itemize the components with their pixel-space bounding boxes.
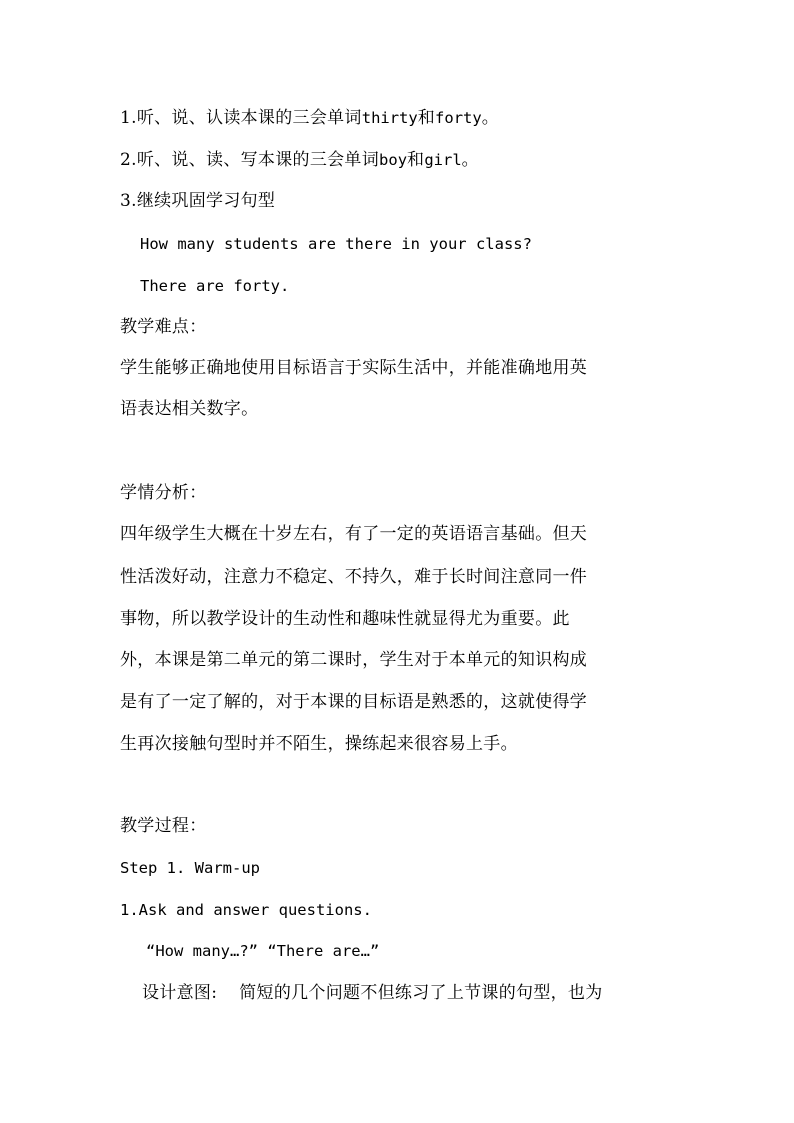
difficulty-heading: 教学难点： <box>120 317 207 337</box>
question-quote: “How many…?” “There are…” <box>146 942 380 960</box>
objective-item-2 <box>120 149 479 171</box>
word-forty: forty <box>435 109 482 127</box>
analysis-line-3: 事物，所以教学设计的生动性和趣味性就显得尤为重要。此 <box>120 609 570 629</box>
word-thirty: thirty <box>361 109 418 127</box>
objective-item-1-text: 1.听、说、认读本课的三会单词 <box>120 108 362 128</box>
objective-item-1-and: 和 <box>417 108 436 128</box>
design-intent-text: 简短的几个问题不但练习了上节课的句型，也为 <box>239 983 603 1003</box>
objective-item-1-end: 。 <box>481 108 500 128</box>
sentence-pattern-answer: There are forty. <box>140 277 290 295</box>
process-heading: 教学过程： <box>120 816 207 836</box>
analysis-line-4: 外，本课是第二单元的第二课时，学生对于本单元的知识构成 <box>120 650 588 670</box>
objective-item-1 <box>120 107 499 129</box>
analysis-line-1: 四年级学生大概在十岁左右，有了一定的英语语言基础。但天 <box>120 524 588 544</box>
analysis-heading: 学情分析： <box>120 483 207 503</box>
step-1-title: Step 1. Warm-up <box>120 859 260 877</box>
analysis-line-5: 是有了一定了解的，对于本课的目标语是熟悉的，这就使得学 <box>120 692 588 712</box>
step-1-item-1: 1.Ask and answer questions. <box>120 901 372 919</box>
objective-item-2-text: 2.听、说、读、写本课的三会单词 <box>120 150 380 170</box>
objective-item-2-and: 和 <box>407 150 425 170</box>
difficulty-line-2: 语表达相关数字。 <box>120 399 259 419</box>
design-intent <box>142 982 603 1004</box>
sentence-pattern-question: How many students are there in your class? <box>140 235 532 253</box>
difficulty-line-1: 学生能够正确地使用目标语言于实际生活中，并能准确地用英 <box>120 358 588 378</box>
word-boy: boy <box>379 151 408 169</box>
objective-item-2-end: 。 <box>461 150 479 170</box>
design-intent-label: 设计意图: <box>142 983 218 1003</box>
analysis-line-2: 性活泼好动，注意力不稳定、不持久，难于长时间注意同一件 <box>120 567 588 587</box>
objective-item-3: 3.继续巩固学习句型 <box>120 191 276 211</box>
word-girl: girl <box>424 151 462 169</box>
analysis-line-6: 生再次接触句型时并不陌生，操练起来很容易上手。 <box>120 734 518 754</box>
